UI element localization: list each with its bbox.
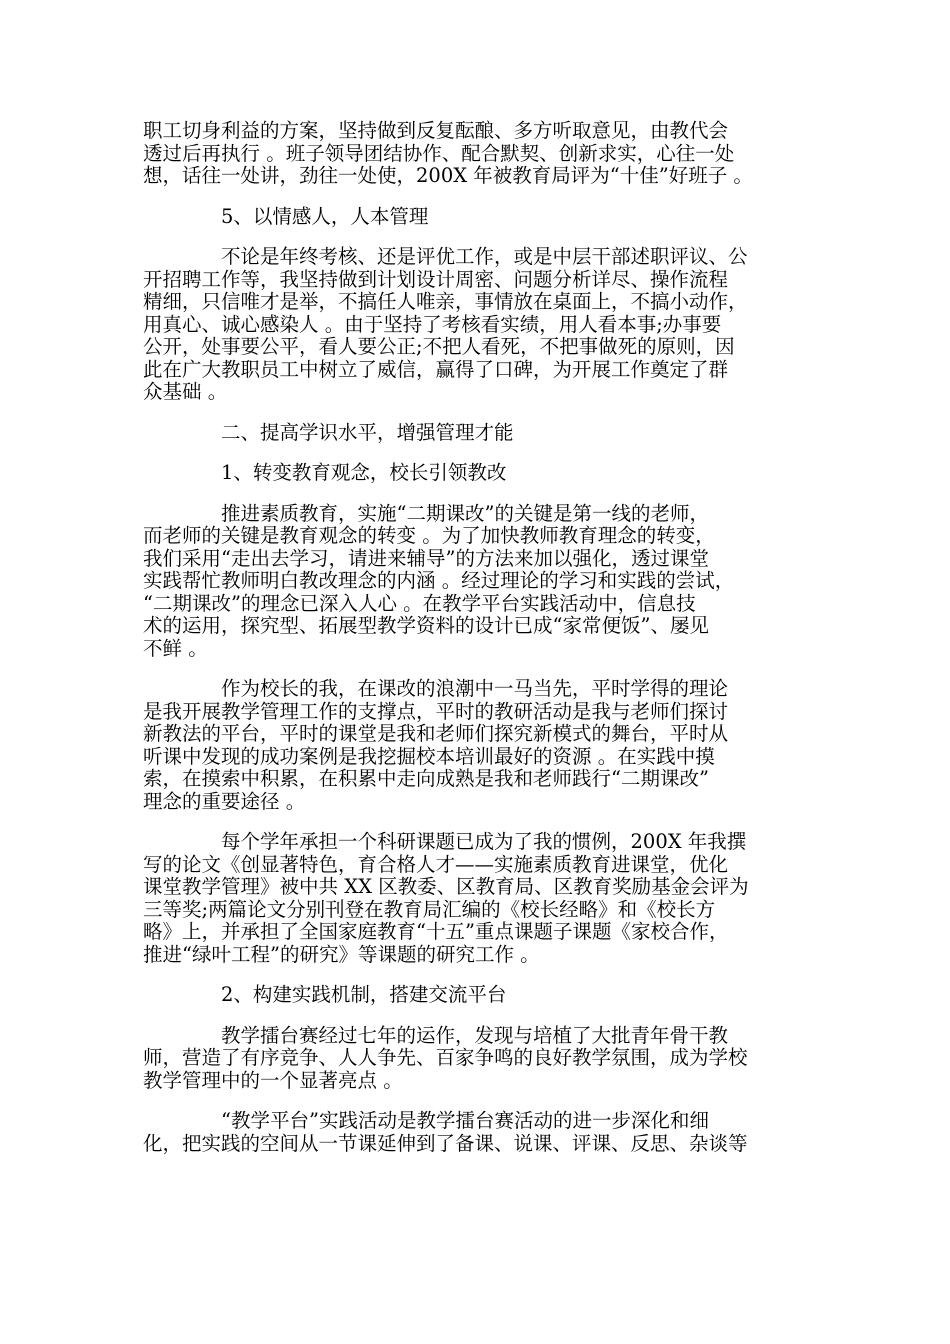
paragraph <box>143 678 820 813</box>
text-line: “教学平台”实践活动是教学擂台赛活动的进一步深化和细 <box>221 1109 709 1132</box>
paragraph <box>143 120 820 188</box>
text-line: 每个学年承担一个科研课题已成为了我的惯例，200X 年我撰 <box>221 830 747 853</box>
text-line: 新教法的平台，平时的课堂是我和老师们探究新模式的舞台，平时从 <box>143 722 729 745</box>
text-line: 用真心、诚心感染人 。由于坚持了考核看实绩，用人看本事;办事要 <box>143 312 722 336</box>
text-line: “二期课改”的理念已深入人心 。在教学平台实践活动中，信息技 <box>143 591 696 615</box>
paragraph <box>143 246 820 404</box>
text-line: 实践帮忙教师明白教改理念的内涵 。经过理论的学习和实践的尝试， <box>143 569 735 592</box>
paragraph <box>143 1025 820 1093</box>
text-line: 师，营造了有序竞争、人人争先、百家争鸣的良好教学氛围，成为学校 <box>143 1046 748 1069</box>
text-line: 听课中发现的成功案例是我挖掘校本培训最好的资源 。在实践中摸 <box>143 744 715 768</box>
text-line: 1、转变教育观念，校长引领教改 <box>221 461 507 484</box>
text-line: 不论是年终考核、还是评优工作，或是中层干部述职评议、公 <box>221 245 748 268</box>
text-line: 职工切身利益的方案，坚持做到反复酝酿、多方听取意见，由教代会 <box>143 119 729 142</box>
section-heading <box>143 462 820 485</box>
text-line: 推进“绿叶工程”的研究》等课题的研究工作 。 <box>143 942 540 966</box>
text-line: 众基础 。 <box>143 380 228 403</box>
text-line: 略》上，并承担了全国家庭教育“十五”重点课题子课题《家校合作， <box>143 920 729 943</box>
paragraph <box>143 1110 820 1155</box>
text-line: 索，在摸索中积累，在积累中走向成熟是我和老师践行“二期课改” <box>143 767 709 790</box>
text-line: 5、以情感人，人本管理 <box>221 204 429 228</box>
section-heading <box>143 984 820 1007</box>
text-line: 写的论文《创显著特色，育合格人才——实施素质教育进课堂，优化 <box>143 852 729 876</box>
text-line: 公开，处事要公平，看人要公正;不把人看死，不把事做死的原则，因 <box>143 335 735 358</box>
text-line: 精细，只信唯才是举，不搞任人唯亲，事情放在桌面上，不搞小动作， <box>143 290 748 313</box>
text-line: 此在广大教职员工中树立了威信，赢得了口碑，为开展工作奠定了群 <box>143 357 729 381</box>
text-line: 推进素质教育，实施“二期课改”的关键是第一线的老师， <box>221 501 709 525</box>
text-line: 术的运用，探究型、拓展型教学资料的设计已成“家常便饭”、屡见 <box>143 614 709 637</box>
section-heading <box>143 422 820 445</box>
text-line: 开招聘工作等，我坚持做到计划设计周密、问题分析详尽、操作流程 <box>143 267 729 291</box>
text-line: 不鲜 。 <box>143 636 208 660</box>
text-line: 我们采用“走出去学习，请进来辅导”的方法来加以强化，透过课堂 <box>143 546 709 570</box>
text-line: 2、构建实践机制，搭建交流平台 <box>221 983 507 1006</box>
text-line: 作为校长的我，在课改的浪潮中一马当先，平时学得的理论 <box>221 677 729 700</box>
text-line: 教学擂台赛经过七年的运作，发现与培植了大批青年骨干教 <box>221 1023 729 1047</box>
text-line: 三等奖;两篇论文分别刊登在教育局汇编的《校长经略》和《校长方 <box>143 897 716 921</box>
text-line: 而老师的关键是教育观念的转变 。为了加快教师教育理念的转变， <box>143 524 715 547</box>
paragraph <box>143 503 820 661</box>
paragraph <box>143 831 820 966</box>
text-line: 想，话往一处讲，劲往一处使，200X 年被教育局评为“十佳”好班子 。 <box>143 164 753 187</box>
text-line: 二、提高学识水平，增强管理才能 <box>221 420 514 444</box>
text-line: 是我开展教学管理工作的支撑点，平时的教研活动是我与老师们探讨 <box>143 699 729 723</box>
text-line: 理念的重要途径 。 <box>143 789 306 813</box>
text-line: 化，把实践的空间从一节课延伸到了备课、说课、评课、反思、杂谈等 <box>143 1131 748 1155</box>
text-line: 教学管理中的一个显著亮点 。 <box>143 1068 403 1092</box>
text-line: 课堂教学管理》被中共 XX 区教委、区教育局、区教育奖励基金会评为 <box>143 875 749 898</box>
section-heading <box>143 206 820 229</box>
text-line: 透过后再执行 。班子领导团结协作、配合默契、创新求实，心往一处 <box>143 141 735 165</box>
